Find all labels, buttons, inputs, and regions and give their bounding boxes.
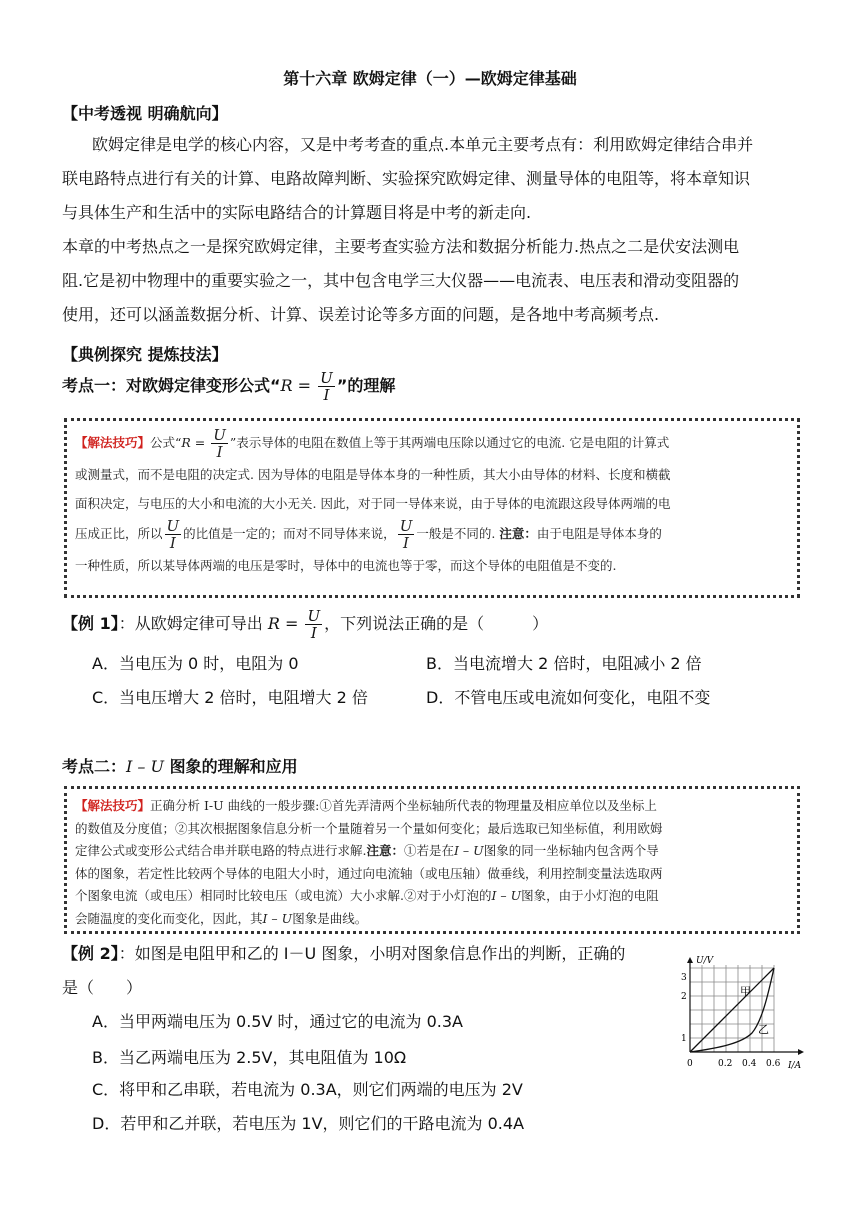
- kp2-formula: I – U: [126, 757, 164, 776]
- tip1-ratio-numerator: U: [166, 517, 180, 535]
- example-1-text: ：从欧姆定律可导出: [118, 614, 263, 633]
- tip1-note-label: 注意：: [499, 526, 537, 541]
- x-tick-label: 0.4: [742, 1059, 757, 1069]
- example-2-option-b[interactable]: B．当乙两端电压为 2.5V，其电阻值为 10Ω: [92, 1048, 407, 1067]
- tip1-text: 的比值是一定的；而对不同导体来说，: [183, 526, 396, 541]
- section-heading-overview: 【中考透视 明确航向】: [62, 104, 228, 123]
- kp1-prefix: 考点一：对欧姆定律变形公式“: [62, 376, 281, 395]
- y-tick-label: 3: [681, 973, 687, 983]
- example-1-question: [62, 608, 548, 641]
- tip1-text: ”表示导体的电阻在数值上等于其两端电压除以通过它的电流. 它是电阻的计算式: [229, 435, 670, 450]
- example-2-text: ：如图是电阻甲和乙的 I－U 图象，小明对图象信息作出的判断，正确的: [118, 944, 626, 963]
- page-title: 第十六章 欧姆定律（一）—欧姆定律基础: [283, 69, 577, 88]
- kp1-fraction: [318, 370, 335, 403]
- y-tick-label: 2: [681, 992, 687, 1002]
- tip2-formula: I – U: [454, 843, 484, 858]
- kp1-numerator: U: [320, 369, 333, 387]
- kp1-eq: =: [292, 376, 317, 395]
- tip-box-1: [64, 418, 800, 598]
- intro-line: 联电路特点进行有关的计算、电路故障判断、实验探究欧姆定律、测量导体的电阻等，将本章知识: [62, 169, 751, 188]
- y-tick-label: 1: [681, 1034, 687, 1044]
- example-2-option-d[interactable]: D．若甲和乙并联，若电压为 1V，则它们的干路电流为 0.4A: [92, 1114, 525, 1133]
- tip1-formula: R =: [181, 435, 210, 450]
- key-point-1-heading: [62, 370, 395, 403]
- example-1-fraction: [305, 608, 322, 641]
- tip-box-2: [64, 786, 800, 934]
- tip2-text: 图象，由于小灯泡的电阻: [521, 888, 659, 903]
- tip1-ratio-denominator: I: [169, 534, 176, 552]
- section-heading-examples: 【典例探究 提炼技法】: [62, 345, 228, 364]
- tip1-row: [75, 427, 789, 460]
- example-2-label: 【例 2】: [62, 944, 119, 963]
- tip2-row: [75, 908, 789, 931]
- tip2-formula: I – U: [491, 888, 522, 903]
- kp2-prefix: 考点二：: [62, 757, 127, 776]
- x-tick-label: 0.2: [718, 1059, 733, 1069]
- key-point-2-heading: [62, 754, 298, 777]
- example-2-question: [62, 941, 625, 964]
- tip1-fraction: [211, 427, 228, 460]
- x-tick-label: 0.6: [766, 1059, 781, 1069]
- tip2-text: 正确分析 I-U 曲线的一般步骤:①首先弄清两个坐标轴所代表的物理量及相应单位以及坐标上: [150, 798, 657, 813]
- example-1-numerator: U: [307, 607, 321, 625]
- tip2-note-label: 注意：: [366, 843, 404, 858]
- intro-paragraph: [62, 128, 802, 332]
- tip1-ratio-fraction: [165, 518, 182, 551]
- tip1-text: 由于电阻是导体本身的: [536, 526, 662, 541]
- example-1-denominator: I: [310, 624, 317, 642]
- example-1-formula: R =: [262, 614, 304, 633]
- tip1-row: 或测量式，而不是电阻的决定式. 因为导体的电阻是导体本身的一种性质，其大小由导体的材料、长度和横截: [75, 467, 671, 482]
- tip1-ratio-numerator: U: [399, 517, 413, 535]
- x-axis-arrow: [798, 1049, 804, 1055]
- tip2-row: [75, 885, 789, 908]
- kp1-suffix: ”的理解: [336, 376, 396, 395]
- kp1-formula-lhs: R: [280, 376, 293, 395]
- tip2-row: 体的图象，若定性比较两个导体的电阻大小时，通过向电流轴（或电压轴）做垂线，利用控制变量法选取两: [75, 865, 663, 881]
- kp2-suffix: 图象的理解和应用: [164, 757, 298, 776]
- intro-line: 与具体生产和生活中的实际电路结合的计算题目将是中考的新走向.: [62, 203, 532, 222]
- tip2-text: ①若是在: [404, 843, 455, 858]
- example-1-label: 【例 1】: [62, 614, 119, 633]
- example-1-text: ，下列说法正确的是（ ）: [324, 614, 549, 633]
- tip2-text: 图象是曲线。: [292, 910, 368, 926]
- tip1-label: 【解法技巧】: [75, 435, 151, 450]
- example-2-option-a[interactable]: A．当甲两端电压为 0.5V 时，通过它的电流为 0.3A: [92, 1012, 463, 1031]
- intro-line: 使用，还可以涵盖数据分析、计算、误差讨论等多方面的问题，是各地中考高频考点.: [62, 305, 660, 324]
- tip1-denominator: I: [216, 443, 223, 461]
- tip2-row: 的数值及分度值；②其次根据图象信息分析一个量随着另一个量如何变化；最后选取已知坐标值，利用欧姆: [75, 820, 663, 836]
- tip1-text: 压成正比，所以: [75, 526, 163, 541]
- intro-line: 本章的中考热点之一是探究欧姆定律，主要考查实验方法和数据分析能力.热点之二是伏安法测电: [62, 237, 740, 256]
- tip2-row: [75, 795, 789, 818]
- tip1-text: 一般是不同的.: [416, 526, 496, 541]
- example-2-question-cont: 是（ ）: [62, 978, 143, 997]
- y-axis-label: U/V: [696, 956, 714, 966]
- tip2-text: 个图象电流（或电压）相同时比较电压（或电流）大小求解.②对于小灯泡的: [75, 888, 492, 903]
- tip1-text: 公式“: [150, 435, 182, 450]
- tip2-formula: I – U: [262, 910, 293, 926]
- tip1-ratio-fraction-2: [398, 518, 415, 551]
- x-axis-label: I/A: [788, 1061, 802, 1071]
- tip2-text: 定律公式或变形公式结合串并联电路的特点进行求解.: [75, 843, 367, 858]
- example-1-option-a[interactable]: A．当电压为 0 时，电阻为 0: [92, 654, 299, 673]
- tip2-text: 会随温度的变化而变化，因此，其: [75, 910, 263, 926]
- curve-jia-label: 甲: [740, 985, 751, 998]
- example-1-option-c[interactable]: C．当电压增大 2 倍时，电阻增大 2 倍: [92, 688, 368, 707]
- tip2-label: 【解法技巧】: [75, 798, 151, 813]
- tip1-row: 面积决定，与电压的大小和电流的大小无关. 因此，对于同一导体来说，由于导体的电流跟这段导体两端的电: [75, 496, 671, 511]
- curve-yi-label: 乙: [758, 1023, 769, 1036]
- tip1-row: 一种性质，所以某导体两端的电压是零时，导体中的电流也等于零，而这个导体的电阻值是不变的.: [75, 558, 617, 573]
- intro-line: 欧姆定律是电学的核心内容，又是中考考查的重点.本单元主要考点有：利用欧姆定律结合串并: [92, 135, 754, 154]
- example-2-option-c[interactable]: C．将甲和乙串联，若电流为 0.3A，则它们两端的电压为 2V: [92, 1080, 523, 1099]
- example-1-option-b[interactable]: B．当电流增大 2 倍时，电阻减小 2 倍: [426, 654, 702, 673]
- example-1-option-d[interactable]: D．不管电压或电流如何变化，电阻不变: [426, 688, 711, 707]
- iu-graph: [680, 955, 810, 1075]
- tip2-row: [75, 840, 789, 863]
- tip1-numerator: U: [213, 426, 226, 444]
- tip2-text: 图象的同一坐标轴内包含两个导: [483, 843, 659, 858]
- tip1-ratio-denominator: I: [403, 534, 409, 552]
- tip1-row: [75, 518, 789, 551]
- x-tick-label: 0: [687, 1059, 693, 1069]
- y-axis-arrow: [687, 957, 693, 963]
- kp1-denominator: I: [323, 386, 330, 404]
- intro-line: 阻.它是初中物理中的重要实验之一，其中包含电学三大仪器——电流表、电压表和滑动变阻器的: [62, 271, 740, 290]
